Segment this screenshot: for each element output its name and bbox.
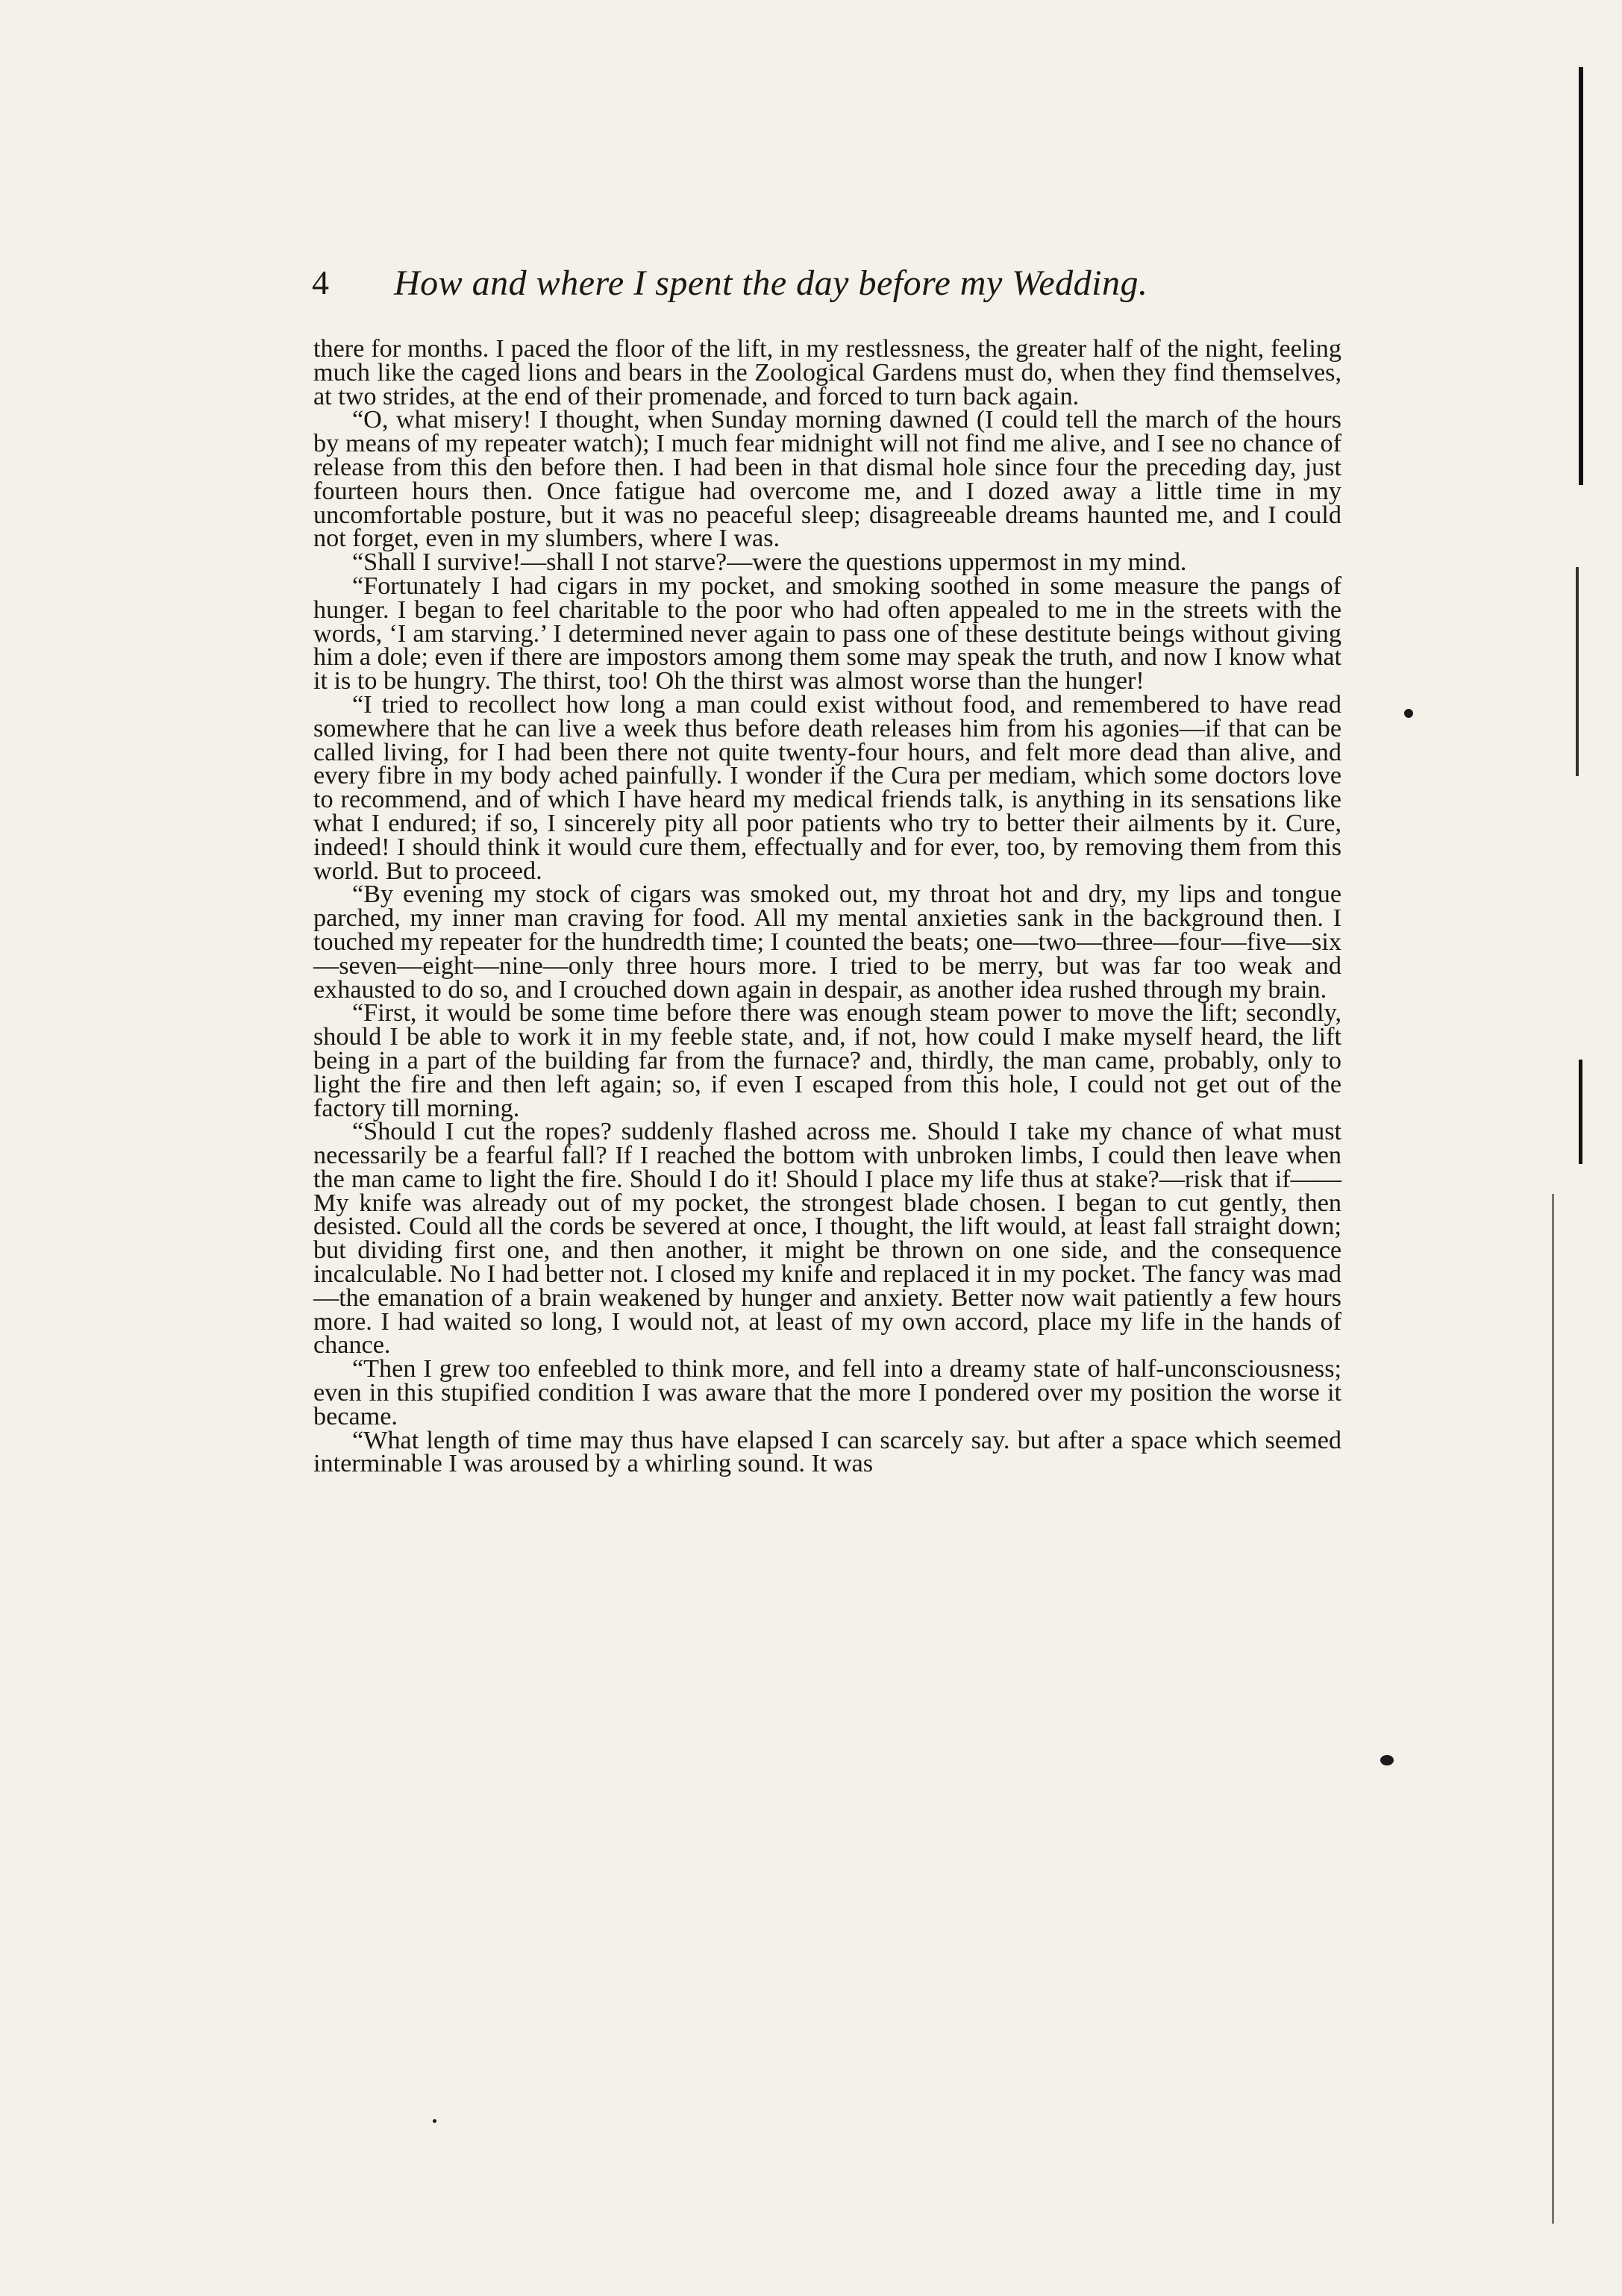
page-number: 4: [312, 263, 329, 301]
running-title: How and where I spent the day before my Wedding.: [394, 263, 1148, 303]
binding-edge-mark: [1579, 67, 1583, 485]
paragraph: “Shall I survive!—shall I not starve?—were the questions uppermost in my mind.: [352, 548, 1187, 577]
paragraph: “O, what misery! I thought, when Sunday morning dawned (I could tell the march of the hours by means of my repeater watch); I much fear midnight will not find me alive, and I see no chance of release from this den before then. I had been in that dismal hole since four the preceding day, just fourteen hours then. Once fatigue had overcome me, and I dozed away a little time in my uncomfortable posture, but it was no peaceful sleep; disagreeable dreams haunted me, and I could not forget, even in my slumbers, where I was.: [313, 406, 1341, 553]
page-header: [312, 263, 1341, 307]
paragraph: there for months. I paced the floor of the lift, in my restlessness, the greater half of the night, feeling much like the caged lions and bears in the Zoological Gardens must do, when they find themselves, at two strides, at the end of their promenade, and forced to turn back again.: [313, 335, 1341, 410]
binding-edge-mark: [1552, 1194, 1554, 2224]
paragraph: “Fortunately I had cigars in my pocket, and smoking soothed in some measure the pangs of hunger. I began to feel charitable to the poor who had often appealed to me in the streets with the words, ‘I am starving.’ I determined never again to pass one of these destitute beings without giving him a dole; even if there are impostors among them some may speak the truth, and now I know what it is to be hungry. The thirst, too! Oh the thirst was almost worse than the hunger!: [313, 572, 1341, 695]
paragraph: “First, it would be some time before there was enough steam power to move the lift; secondly, should I be able to work it in my feeble state, and, if not, how could I make myself heard, the lift being in a part of the building far from the furnace? and, thirdly, the man came, probably, only to light the fire and then left again; so, if even I escaped from this hole, I could not get out of the factory till morning.: [313, 999, 1341, 1122]
paragraph: “What length of time may thus have elapsed I can scarcely say. but after a space which seemed interminable I was aroused by a whirling sound. It was: [313, 1426, 1341, 1478]
paragraph: “Should I cut the ropes? suddenly flashed across me. Should I take my chance of what must necessarily be a fearful fall? If I reached the bottom with unbroken limbs, I could then leave when the man came to light the fire. Should I do it! Should I place my life thus at stake?—risk that if—— My knife was already out of my pocket, the strongest blade chosen. I began to cut gently, then desisted. Could all the cords be severed at once, I thought, the lift would, at least fall straight down; but dividing first one, and then another, it might be thrown on one side, and the consequence incalculable. No I had better not. I closed my knife and replaced it in my pocket. The fancy was mad—the emanation of a brain weakened by hunger and anxiety. Better now wait patiently a few hours more. I had waited so long, I would not, at least of my own accord, place my life in the hands of chance.: [313, 1118, 1341, 1360]
paragraph: “By evening my stock of cigars was smoked out, my throat hot and dry, my lips and tongue parched, my inner man craving for food. All my mental anxieties sank in the background then. I touched my repeater for the hundredth time; I counted the beats; one—two—three—four—five—six—seven—eight—nine—only three hours more. I tried to be merry, but was far too weak and exhausted to do so, and I crouched down again in despair, as another idea rushed through my brain.: [313, 880, 1341, 1004]
ink-blot: [1380, 1755, 1394, 1765]
ink-blot: [433, 2119, 436, 2123]
binding-edge-mark: [1576, 567, 1579, 776]
body-text: [313, 337, 1341, 1476]
binding-edge-mark: [1579, 1060, 1582, 1164]
paragraph: “Then I grew too enfeebled to think more, and fell into a dreamy state of half-unconsciousness; even in this stupified condition I was aware that the more I pondered over my position the worse it became.: [313, 1355, 1341, 1430]
ink-blot: [1404, 709, 1413, 718]
paragraph: “I tried to recollect how long a man could exist without food, and remembered to have read somewhere that he can live a week thus before death releases him from his agonies—if that can be called living, for I had been there not quite twenty-four hours, and felt more dead than alive, and every fibre in my body ached painfully. I wonder if the Cura per mediam, which some doctors love to recommend, and of which I have heard my medical friends talk, is anything in its sensations like what I endured; if so, I sincerely pity all poor patients who try to better their ailments by it. Cure, indeed! I should think it would cure them, effectually and for ever, too, by removing them from this world. But to proceed.: [313, 690, 1341, 885]
